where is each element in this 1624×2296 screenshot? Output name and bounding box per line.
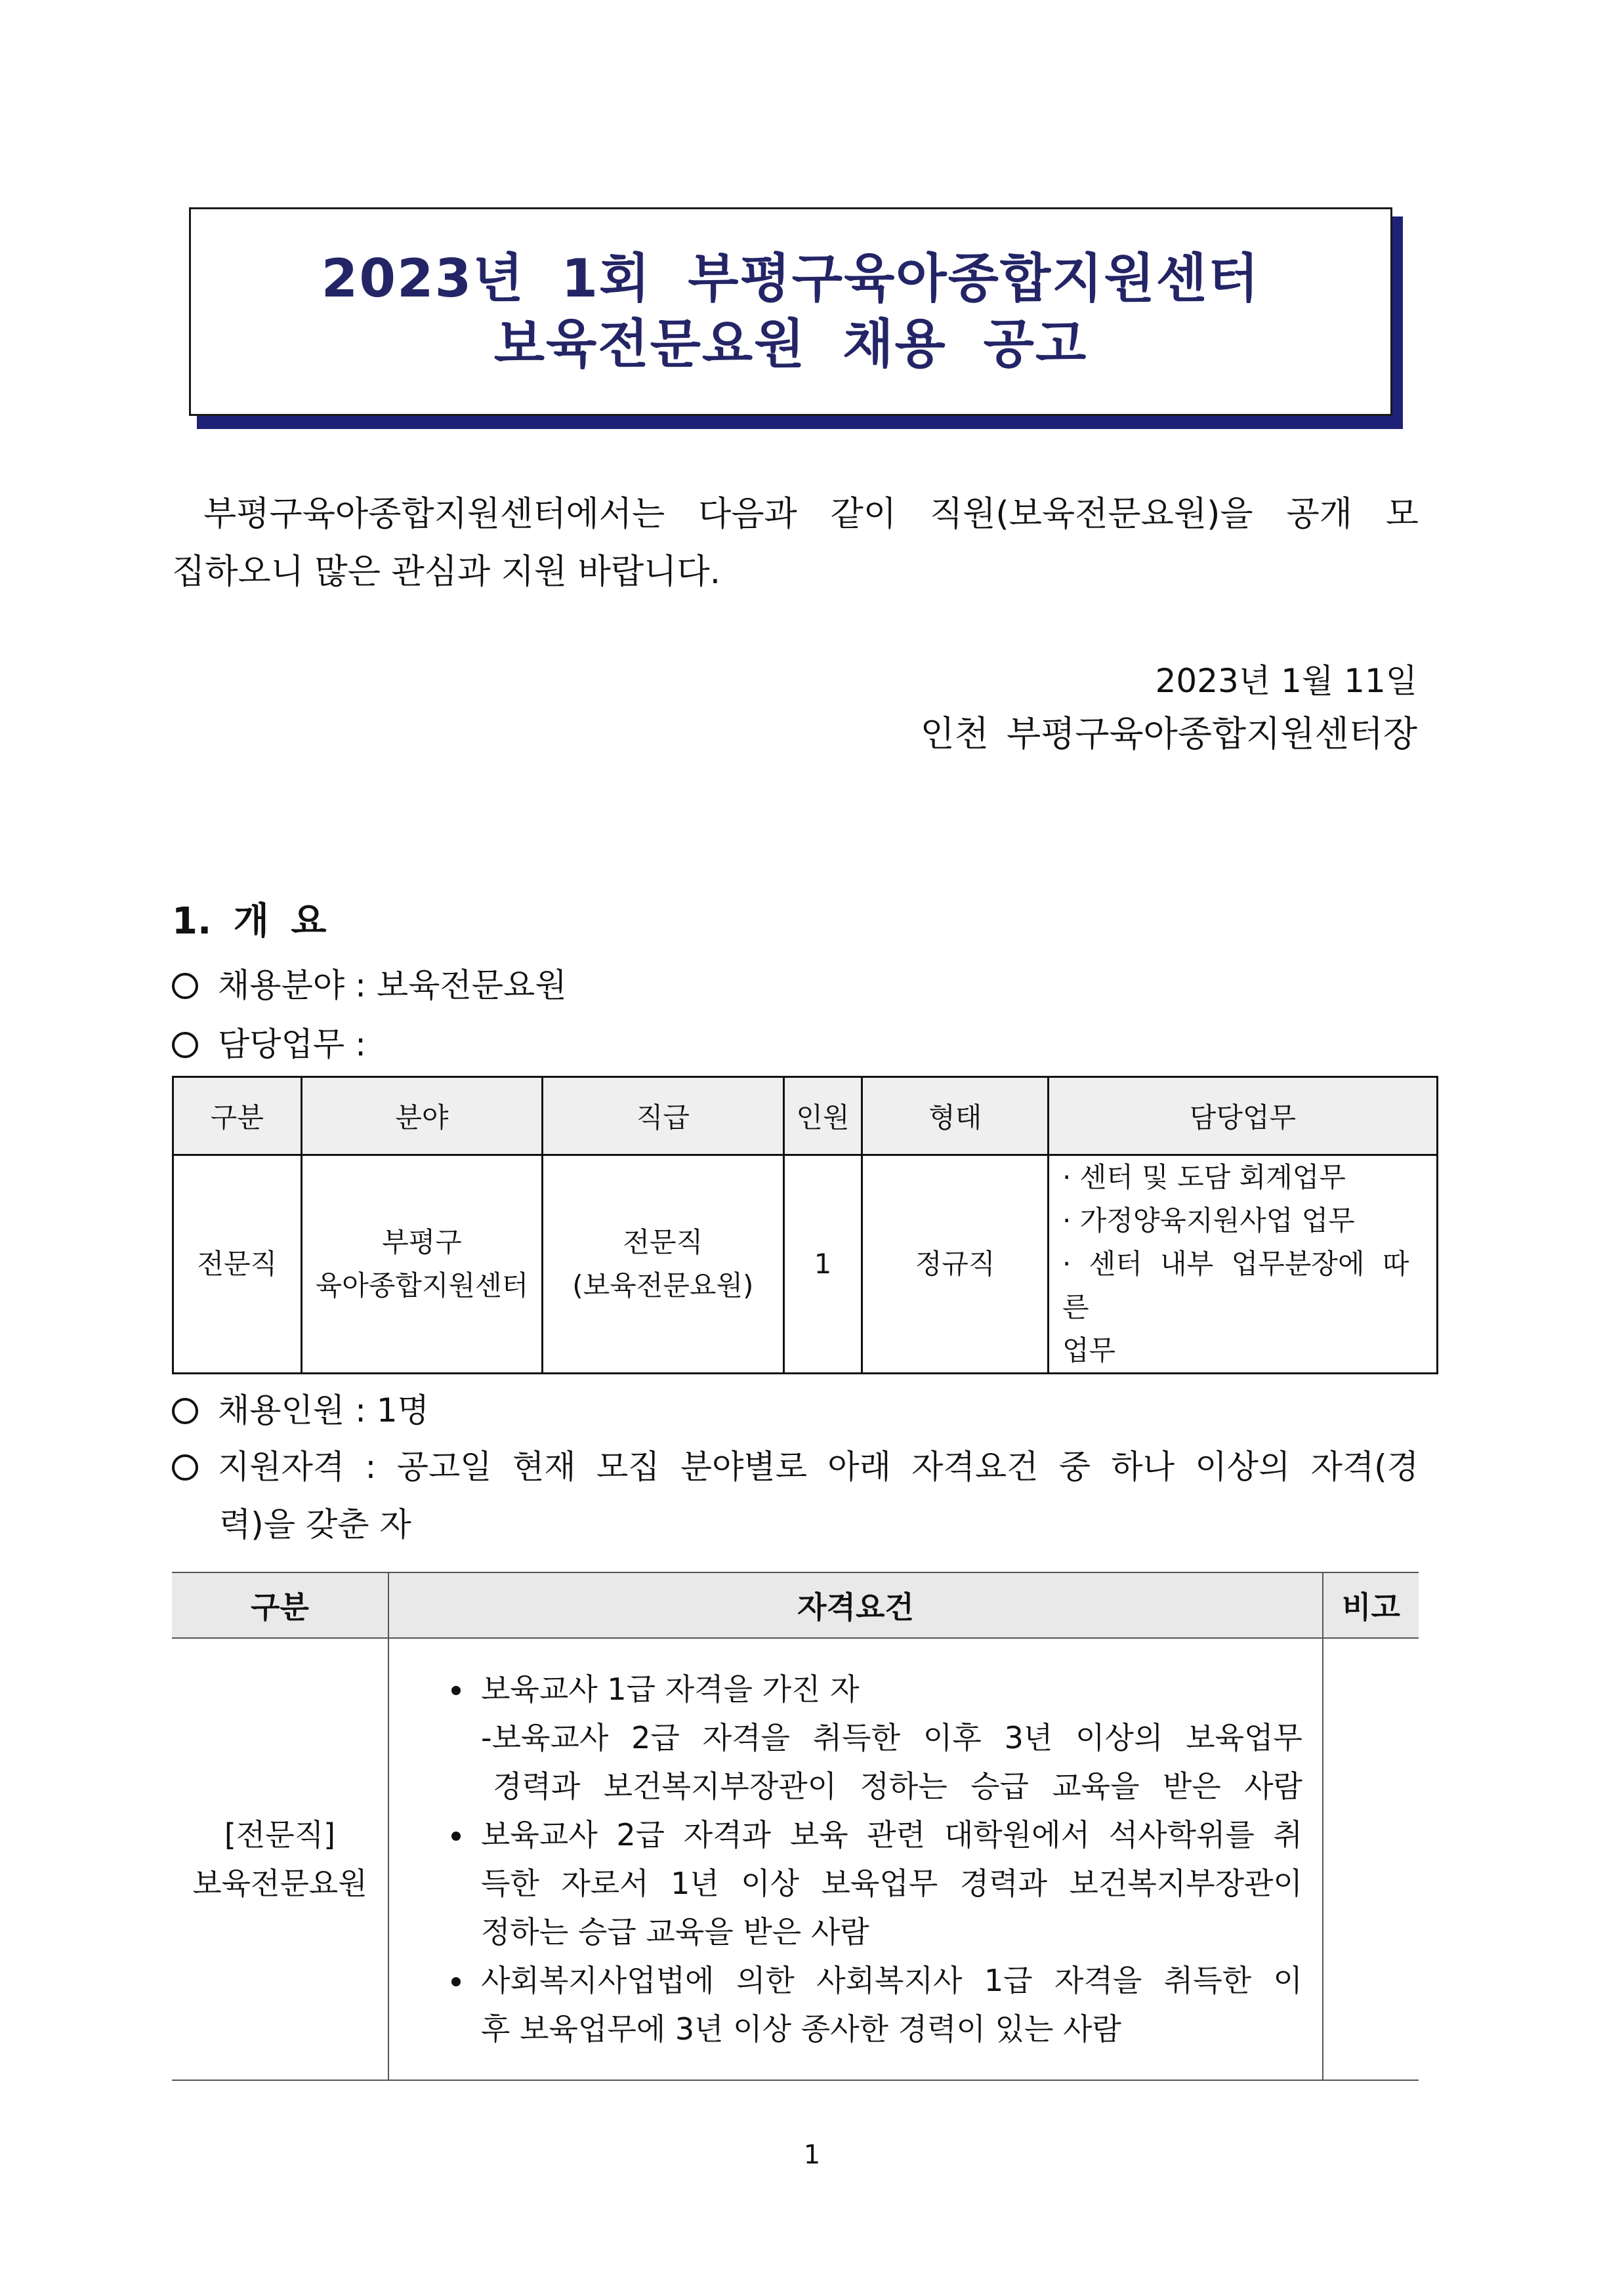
qualification-table-header — [172, 1572, 1419, 1638]
header-cell: 형태 — [862, 1077, 1049, 1155]
field-text: 채용분야 : 보육전문요원 — [218, 966, 567, 1004]
table-row — [172, 1638, 1419, 2080]
list-item: • 보육교사 1급 자격을 가진 자 -보육교사 2급 자격을 취득한 이후 3년 이상의 보육업무 경력과 보건복지부장관이 정하는 승급 교육을 받은 사람 — [474, 1665, 1302, 1811]
duty-line: · 가정양육지원사업 업무 — [1062, 1204, 1355, 1237]
count-cell: 1 — [783, 1155, 862, 1374]
announcement-date: 2023년 1월 11일 — [1155, 662, 1417, 700]
list-item: • 보육교사 2급 자격과 보육 관련 대학원에서 석사학위를 취 득한 자로서 1년 이상 보육업무 경력과 보건복지부장관이 정하는 승급 교육을 받은 사람 — [474, 1811, 1302, 1956]
title-line-1: 2023년 1회 부평구육아종합지원센터 — [321, 248, 1260, 309]
duties-cell — [1048, 1155, 1437, 1374]
requirements-cell — [388, 1638, 1323, 2080]
circle-bullet-icon — [172, 1454, 198, 1481]
rank-line: (보육전문요원) — [572, 1269, 754, 1302]
field-cell — [301, 1155, 542, 1374]
category-line: 보육전문요원 — [192, 1866, 367, 1901]
category-line: [전문직] — [224, 1817, 336, 1853]
rank-line: 전문직 — [623, 1226, 703, 1258]
page-number: 1 — [803, 2140, 821, 2170]
header-cell: 비고 — [1323, 1572, 1419, 1638]
duty-line: · 센터 및 도담 회계업무 — [1062, 1161, 1346, 1193]
duty-line: · 센터 내부 업무분장에 따른 — [1062, 1248, 1409, 1323]
header-cell: 분야 — [301, 1077, 542, 1155]
qualification-table — [172, 1572, 1419, 2081]
title-box — [189, 207, 1392, 416]
qualification-line-1: 지원자격 : 공고일 현재 모집 분야별로 아래 자격요건 중 하나 이상의 자격(경 — [172, 1438, 1419, 1496]
list-item: • 사회복지사업법에 의한 사회복지사 1급 자격을 취득한 이 후 보육업무에 3년 이상 종사한 경력이 있는 사람 — [474, 1956, 1302, 2053]
category-cell: 전문직 — [173, 1155, 302, 1374]
job-table — [172, 1076, 1438, 1374]
qualification-line-2: 력)을 갖춘 자 — [219, 1506, 411, 1544]
intro-line-2: 집하오니 많은 관심과 지원 바랍니다. — [172, 552, 721, 592]
section-heading: 1. 개 요 — [172, 900, 327, 943]
field-item — [172, 959, 567, 1012]
duty-line: 업무 — [1062, 1334, 1116, 1366]
header-cell: 자격요건 — [388, 1572, 1323, 1638]
header-cell: 담당업무 — [1048, 1077, 1437, 1155]
intro-line-1: 부평구육아종합지원센터에서는 다음과 같이 직원(보육전문요원)을 공개 모 — [203, 495, 1419, 534]
note-cell — [1323, 1638, 1419, 2080]
header-cell: 직급 — [543, 1077, 783, 1155]
qualification-item — [172, 1438, 1419, 1553]
headcount-text: 채용인원 : 1명 — [218, 1391, 429, 1429]
header-cell: 인원 — [783, 1077, 862, 1155]
qual-category-cell — [172, 1638, 388, 2080]
headcount-item — [172, 1384, 429, 1437]
circle-bullet-icon — [172, 973, 198, 999]
field-line: 부평구 — [382, 1226, 462, 1258]
field-line: 육아종합지원센터 — [315, 1269, 529, 1302]
organization-signature: 인천 부평구육아종합지원센터장 — [920, 713, 1417, 754]
circle-bullet-icon — [172, 1032, 198, 1058]
circle-bullet-icon — [172, 1398, 198, 1424]
header-cell: 구분 — [172, 1572, 388, 1638]
title-line-2: 보육전문요원 채용 공고 — [493, 314, 1088, 375]
header-cell: 구분 — [173, 1077, 302, 1155]
rank-cell — [543, 1155, 783, 1374]
type-cell: 정규직 — [862, 1155, 1049, 1374]
requirements-list — [389, 1665, 1302, 2053]
duties-label: 담당업무 : — [218, 1025, 366, 1063]
intro-paragraph — [172, 485, 1419, 601]
job-table-header — [173, 1077, 1438, 1155]
table-row — [173, 1155, 1438, 1374]
duties-item — [172, 1018, 366, 1071]
